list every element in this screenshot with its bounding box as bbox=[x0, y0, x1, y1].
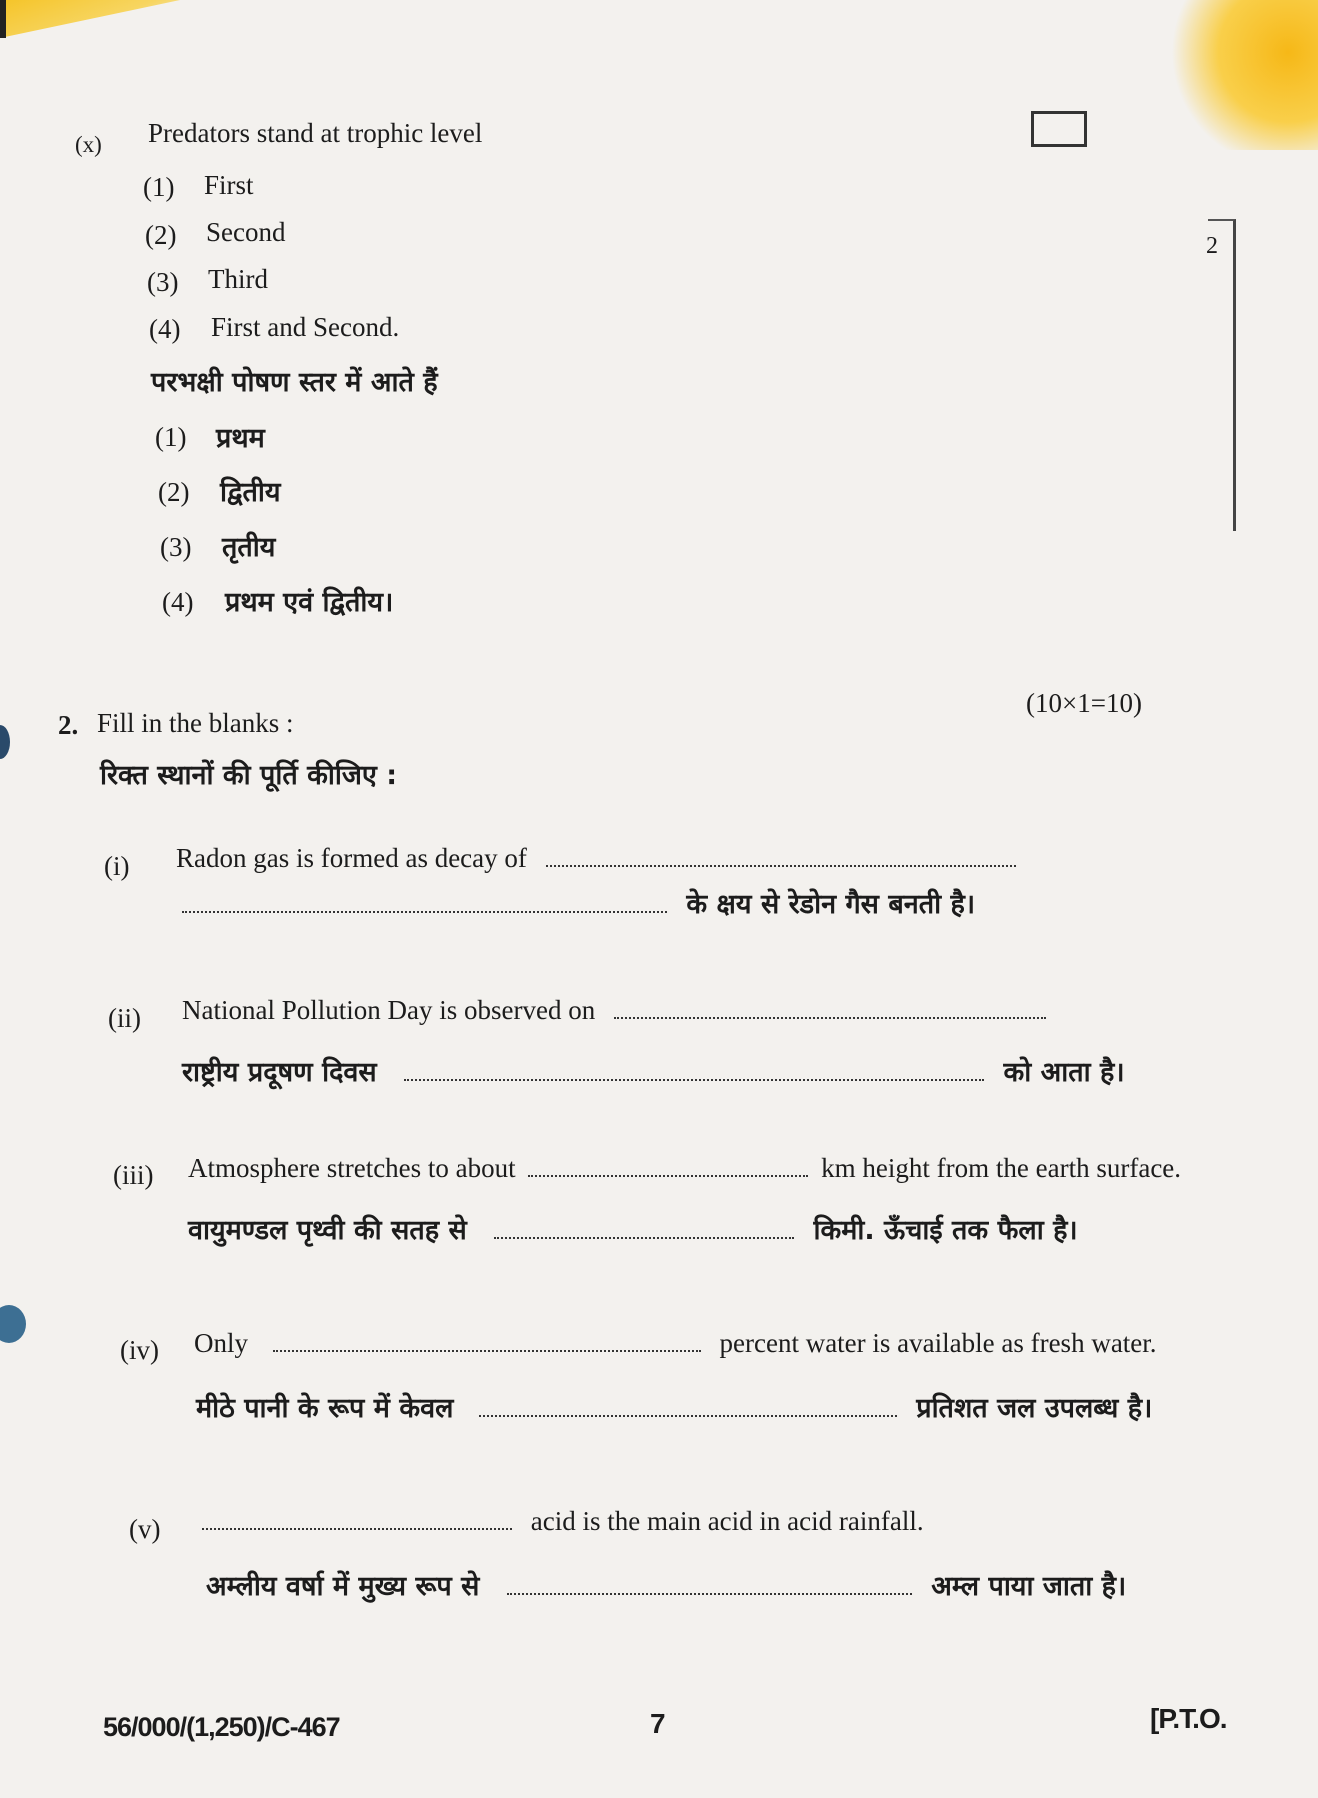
blank-text: Radon gas is formed as decay of bbox=[176, 843, 527, 873]
blank-text: National Pollution Day is observed on bbox=[182, 995, 596, 1025]
item-number: (iii) bbox=[113, 1160, 154, 1190]
blank-text: के क्षय से रेडोन गैस बनती है। bbox=[686, 889, 976, 920]
blank-dots[interactable] bbox=[479, 1393, 897, 1417]
marks-value: 2 bbox=[1206, 233, 1218, 259]
question-text-hi: परभक्षी पोषण स्तर में आते हैं bbox=[151, 367, 438, 398]
question-title-hi: रिक्त स्थानों की पूर्ति कीजिए : bbox=[100, 760, 398, 791]
binding-thread bbox=[0, 1305, 26, 1343]
marks-bracket bbox=[1208, 219, 1236, 531]
blank-text: वायुमण्डल पृथ्वी की सतह से bbox=[188, 1215, 467, 1246]
blank-text: Atmosphere stretches to about bbox=[188, 1153, 516, 1183]
option-text: Third bbox=[208, 264, 268, 294]
blank-dots[interactable] bbox=[546, 843, 1016, 867]
blank-text: Only bbox=[194, 1328, 248, 1358]
question-number: (x) bbox=[75, 132, 102, 157]
blank-line-hi bbox=[206, 1566, 1126, 1603]
item-number: (v) bbox=[129, 1514, 161, 1544]
binding-thread bbox=[0, 725, 10, 759]
blank-text: percent water is available as fresh water. bbox=[719, 1328, 1157, 1358]
item-number: (i) bbox=[104, 851, 130, 881]
option-number: (4) bbox=[149, 314, 181, 344]
paper-edge-shadow bbox=[0, 0, 6, 38]
blank-dots[interactable] bbox=[507, 1571, 912, 1595]
option-number: (2) bbox=[158, 477, 190, 507]
blank-dots[interactable] bbox=[528, 1153, 808, 1177]
blank-dots[interactable] bbox=[273, 1328, 701, 1352]
blank-line-en bbox=[202, 1506, 924, 1537]
blank-text: किमी. ऊँचाई तक फैला है। bbox=[813, 1215, 1078, 1246]
option-number: (3) bbox=[160, 532, 192, 562]
marks-value: (10×1=10) bbox=[1026, 688, 1142, 718]
item-number: (ii) bbox=[108, 1003, 141, 1033]
option-number: (1) bbox=[143, 172, 175, 202]
blank-text: अम्लीय वर्षा में मुख्य रूप से bbox=[206, 1571, 480, 1602]
blank-line-hi bbox=[182, 884, 975, 921]
question-text-en: Predators stand at trophic level bbox=[148, 118, 483, 148]
option-text: प्रथम bbox=[216, 423, 265, 454]
question-number: 2. bbox=[58, 710, 79, 740]
paper-edge-decoration bbox=[0, 0, 180, 38]
option-text: प्रथम एवं द्वितीय। bbox=[225, 587, 394, 618]
pto-label: [P.T.O. bbox=[1150, 1703, 1227, 1734]
blank-dots[interactable] bbox=[614, 995, 1046, 1019]
option-text: द्वितीय bbox=[220, 477, 281, 508]
blank-line-hi bbox=[196, 1388, 1152, 1425]
option-number: (2) bbox=[145, 220, 177, 250]
option-text: First bbox=[204, 170, 254, 200]
option-text: First and Second. bbox=[211, 312, 400, 342]
blank-line-hi bbox=[182, 1052, 1125, 1089]
item-number: (iv) bbox=[120, 1335, 159, 1365]
option-text: Second bbox=[206, 217, 286, 247]
blank-text: को आता है। bbox=[1003, 1057, 1125, 1088]
paper-code: 56/000/(1,250)/C-467 bbox=[103, 1712, 340, 1742]
blank-line-en bbox=[176, 843, 1016, 874]
blank-line-en bbox=[188, 1153, 1181, 1184]
option-number: (3) bbox=[147, 267, 179, 297]
question-title-en: Fill in the blanks : bbox=[97, 708, 294, 738]
blank-dots[interactable] bbox=[182, 889, 667, 913]
blank-text: राष्ट्रीय प्रदूषण दिवस bbox=[182, 1057, 377, 1088]
blank-line-hi bbox=[188, 1210, 1078, 1247]
option-number: (4) bbox=[162, 587, 194, 617]
blank-line-en bbox=[182, 995, 1046, 1026]
blank-text: अम्ल पाया जाता है। bbox=[931, 1571, 1127, 1602]
answer-box[interactable] bbox=[1031, 111, 1087, 147]
page-number: 7 bbox=[650, 1708, 666, 1739]
blank-dots[interactable] bbox=[494, 1215, 794, 1239]
blank-dots[interactable] bbox=[202, 1506, 512, 1530]
blank-text: km height from the earth surface. bbox=[821, 1153, 1182, 1183]
blank-dots[interactable] bbox=[404, 1057, 984, 1081]
blank-text: मीठे पानी के रूप में केवल bbox=[196, 1393, 454, 1424]
blank-text: प्रतिशत जल उपलब्ध है। bbox=[916, 1393, 1153, 1424]
option-number: (1) bbox=[155, 422, 187, 452]
paper-stain bbox=[1168, 0, 1318, 150]
option-text: तृतीय bbox=[222, 532, 276, 563]
blank-text: acid is the main acid in acid rainfall. bbox=[530, 1506, 924, 1536]
blank-line-en bbox=[194, 1328, 1157, 1359]
